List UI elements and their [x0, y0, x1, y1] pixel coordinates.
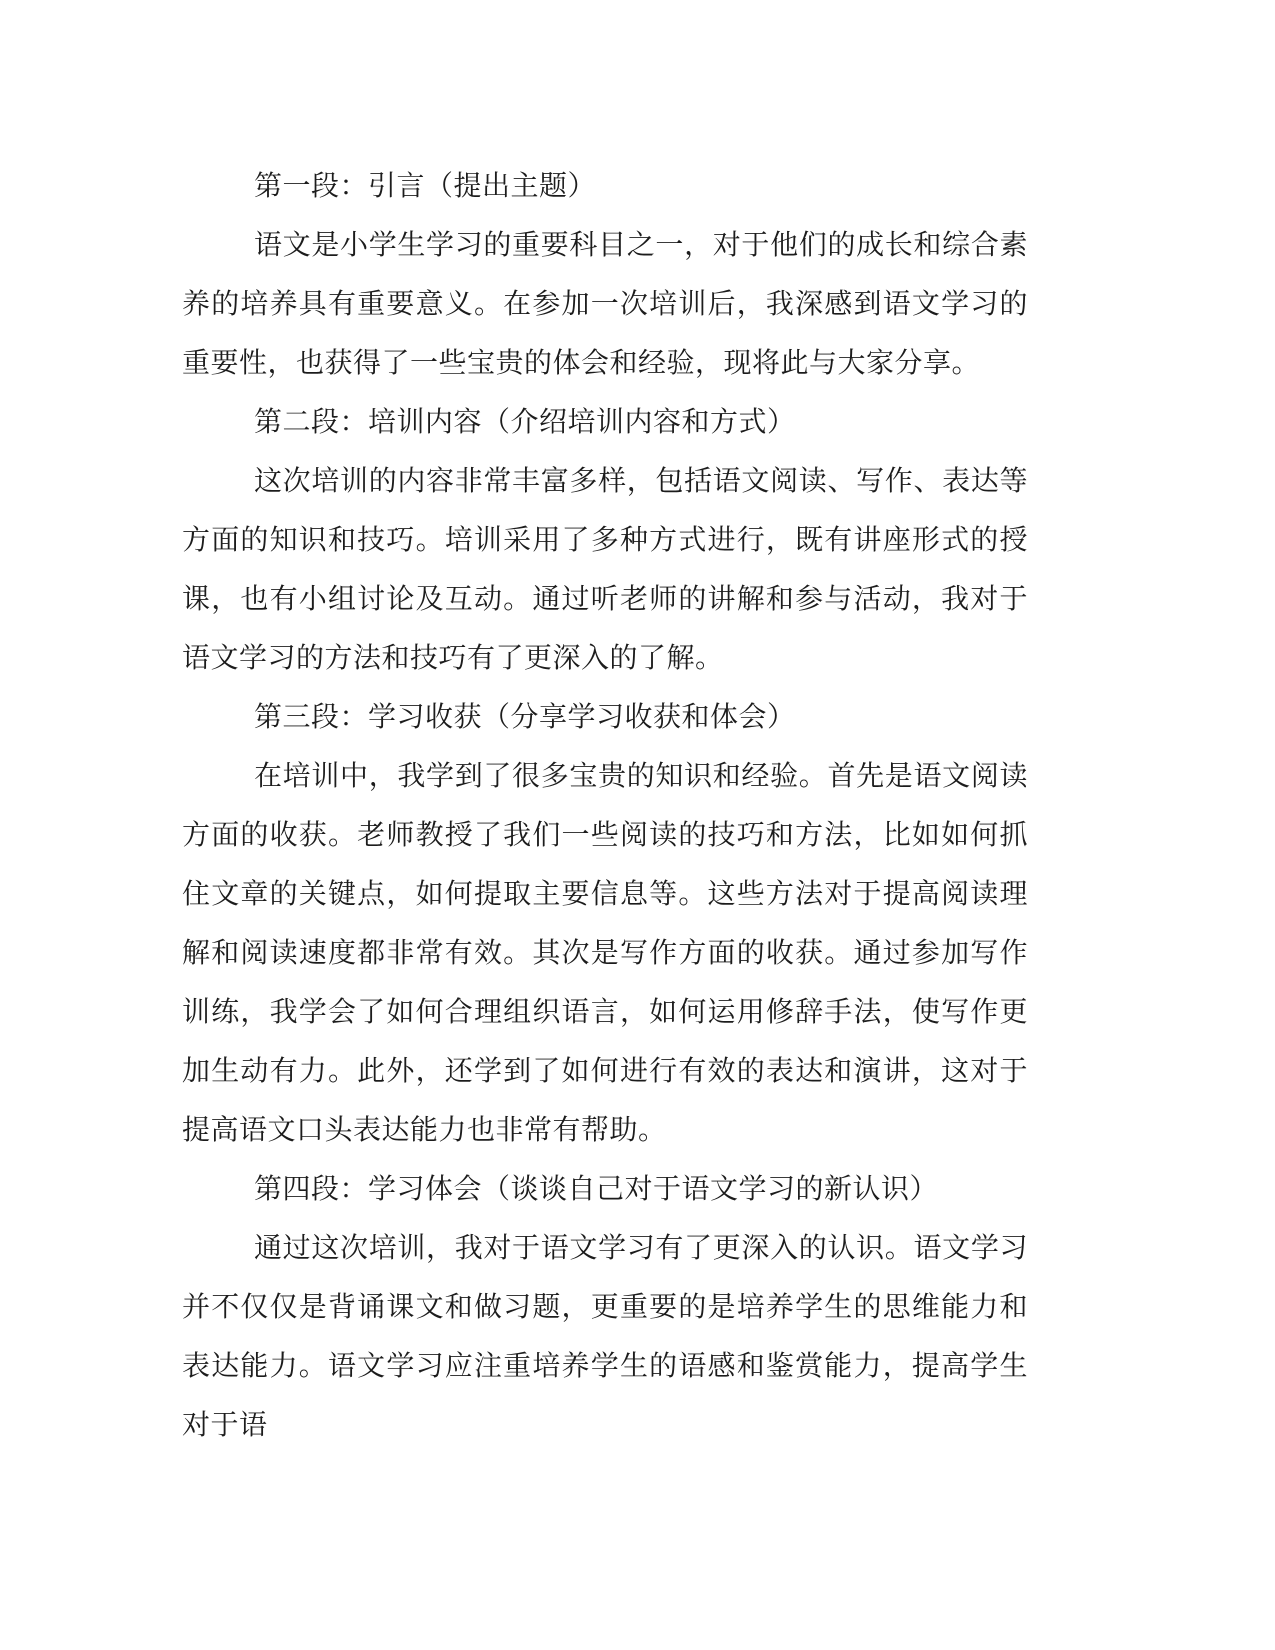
paragraph-intro: 语文是小学生学习的重要科目之一，对于他们的成长和综合素养的培养具有重要意义。在参加一次培训后，我深感到语文学习的重要性，也获得了一些宝贵的体会和经验，现将此与大家分享。 [182, 228, 1028, 379]
section-heading-4: 第四段：学习体会（谈谈自己对于语文学习的新认识） [254, 1172, 939, 1205]
section-heading-1: 第一段：引言（提出主题） [254, 169, 597, 202]
document-body [182, 156, 1028, 1454]
paragraph-training-content: 这次培训的内容非常丰富多样，包括语文阅读、写作、表达等方面的知识和技巧。培训采用了多种方式进行，既有讲座形式的授课，也有小组讨论及互动。通过听老师的讲解和参与活动，我对于语文学习的方法和技巧有了更深入的了解。 [182, 464, 1028, 674]
paragraph-learning-gains: 在培训中，我学到了很多宝贵的知识和经验。首先是语文阅读方面的收获。老师教授了我们一些阅读的技巧和方法，比如如何抓住文章的关键点，如何提取主要信息等。这些方法对于提高阅读理解和阅读速度都非常有效。其次是写作方面的收获。通过参加写作训练，我学会了如何合理组织语言，如何运用修辞手法，使写作更加生动有力。此外，还学到了如何进行有效的表达和演讲，这对于提高语文口头表达能力也非常有帮助。 [182, 759, 1028, 1146]
paragraph-learning-insights: 通过这次培训，我对于语文学习有了更深入的认识。语文学习并不仅仅是背诵课文和做习题，更重要的是培养学生的思维能力和表达能力。语文学习应注重培养学生的语感和鉴赏能力，提高学生对于语 [182, 1231, 1028, 1441]
section-heading-3: 第三段：学习收获（分享学习收获和体会） [254, 700, 796, 733]
section-heading-2: 第二段：培训内容（介绍培训内容和方式） [254, 405, 796, 438]
